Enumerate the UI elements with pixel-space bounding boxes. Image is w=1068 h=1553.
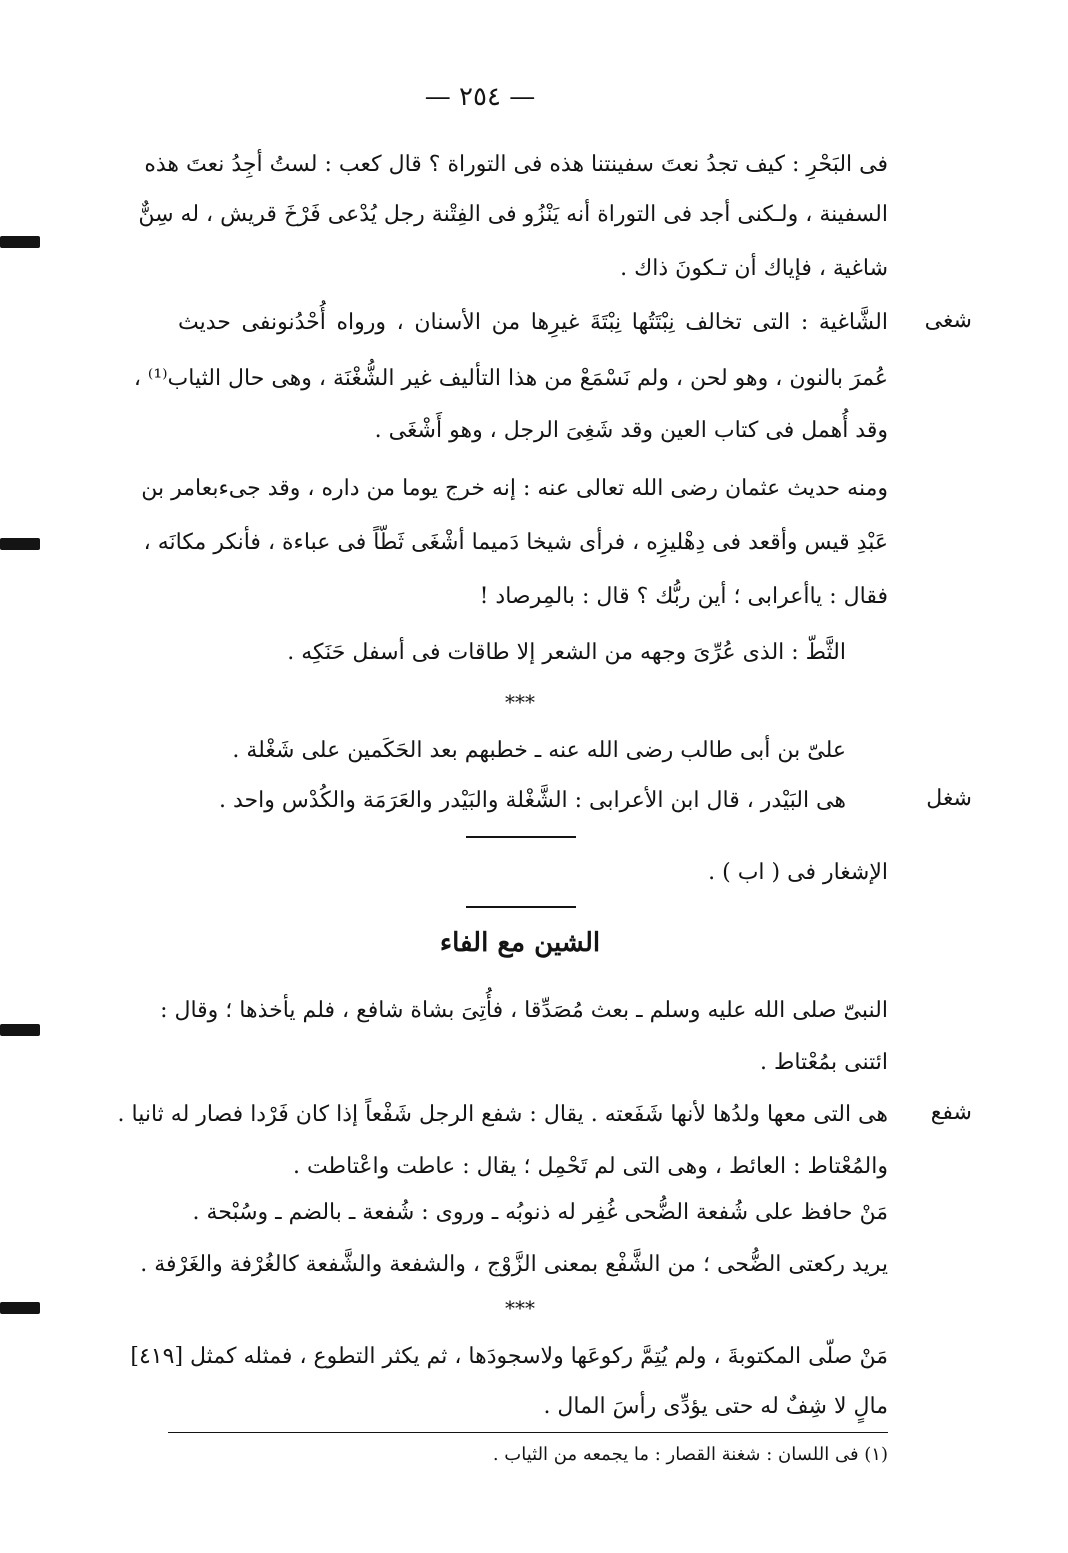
text-line: السفينة ، ولـكنى أجد فى التوراة أنه يَنْزُو فى الفِتْنة رجل يُدْعى فَرْخَ قريش ، له سِنٌّ [138,202,888,227]
section-heading: الشين مع الفاء [439,928,601,958]
text-line: مَنْ حافظ على شُفعة الضُّحى غُفِر له ذنوبُه ـ وروى : شُفعة ـ بالضم ـ وسُبْحة . [192,1200,888,1225]
text-line: الثَّطّ : الذى عُرِّىَ وجهه من الشعر إلا طاقات فى أسفل حَنَكِه . [287,640,846,665]
text-line: هى التى معها ولدُها لأنها شَفَعته . يقال : شفع الرجل شَفْعاً إذا كان فَرْدا فصار له ثانيا . [117,1102,888,1127]
text-line: عَبْدِ قيس وأقعد فى دِهْليزِه ، فرأى شيخا دَميما أشْغَى ثَطّاً فى عباءة ، فأنكر مكانَه ، [143,530,888,555]
text-line: والمُعْتاط : العائط ، وهى التى لم تَحْمِل ؛ يقال : عاطت واعْتاطت . [292,1154,888,1179]
text-line: مالٍ لا شِفٌ له حتى يؤدِّى رأسَ المال . [543,1394,888,1419]
entry-keyword: شغل [926,786,972,811]
text-line: النبىّ صلى الله عليه وسلم ـ بعث مُصَدِّقا ، فأُتِىَ بشاة شافع ، فلم يأخذها ؛ وقال : [160,998,888,1023]
text-line: يريد ركعتى الضُّحى ؛ من الشَّفْع بمعنى الزَّوْج ، والشفعة والشَّفعة كالغُرْفة والغَرْفة . [140,1252,888,1277]
text-line: فى البَحْرِ : كيف تجدُ نعتَ سفينتنا هذه فى التوراة ؟ قال كعب : لستُ أجِدُ نعتَ هذه [144,152,888,177]
entry-keyword: شفع [930,1100,972,1125]
text-line: ومنه حديث عثمان رضى الله تعالى عنه : إنه خرج يوما من داره ، وقد جىءبعامر بن [141,476,888,501]
text-line: فقال : ياأعرابى ؛ أين ربُّك ؟ قال : بالمِرصاد ! [479,584,888,609]
margin-mark [0,538,40,550]
text-line: ائتنى بمُعْتاط . [760,1050,888,1075]
separator-stars: *** [505,690,535,714]
footnote-rule [168,1432,888,1433]
entry-keyword: شغى [924,308,972,333]
text-line: علىّ بن أبى طالب رضى الله عنه ـ خطبهم بعد الحَكَمين على شَغْلة . [232,738,846,763]
text-line: مَنْ صلّى المكتوبةَ ، ولم يُتِمَّ ركوعَها ولاسجودَها ، ثم يكثر التطوع ، فمثله كمثل [٤١٩] [130,1344,888,1369]
footnote: (١) فى اللسان : شغنة القصار : ما يجمعه من الثياب . [492,1444,888,1465]
separator-stars: *** [505,1296,535,1320]
text-line: هى البَيْدر ، قال ابن الأعرابى : الشَّغْلة والبَيْدر والعَرَمَة والكُدْس واحد . [219,788,846,813]
margin-mark [0,1024,40,1036]
divider [466,906,576,908]
margin-mark [0,236,40,248]
divider [466,836,576,838]
text-line: الشَّاغية : التى تخالف نِبْتَتُها نِبْتَةَ غيرِها من الأسنان ، ورواه أُحْدُنونفى حديث [178,310,888,335]
text-line: وقد أُهمل فى كتاب العين وقد شَغِىَ الرجل ، وهو أَشْغَى . [374,418,888,443]
text-line: شاغية ، فإياك أن تـكونَ ذاك . [620,256,888,281]
text-line: عُمرَ بالنون ، وهو لحن ، ولم نَسْمَعْ من هذا التأليف غير الشُّغْنَة ، وهى حال الثياب⁽¹⁾ ، [133,366,888,391]
text-line: الإشغار فى ( اب ) . [708,860,888,885]
page-number: — ٢٥٤ — [424,82,536,112]
